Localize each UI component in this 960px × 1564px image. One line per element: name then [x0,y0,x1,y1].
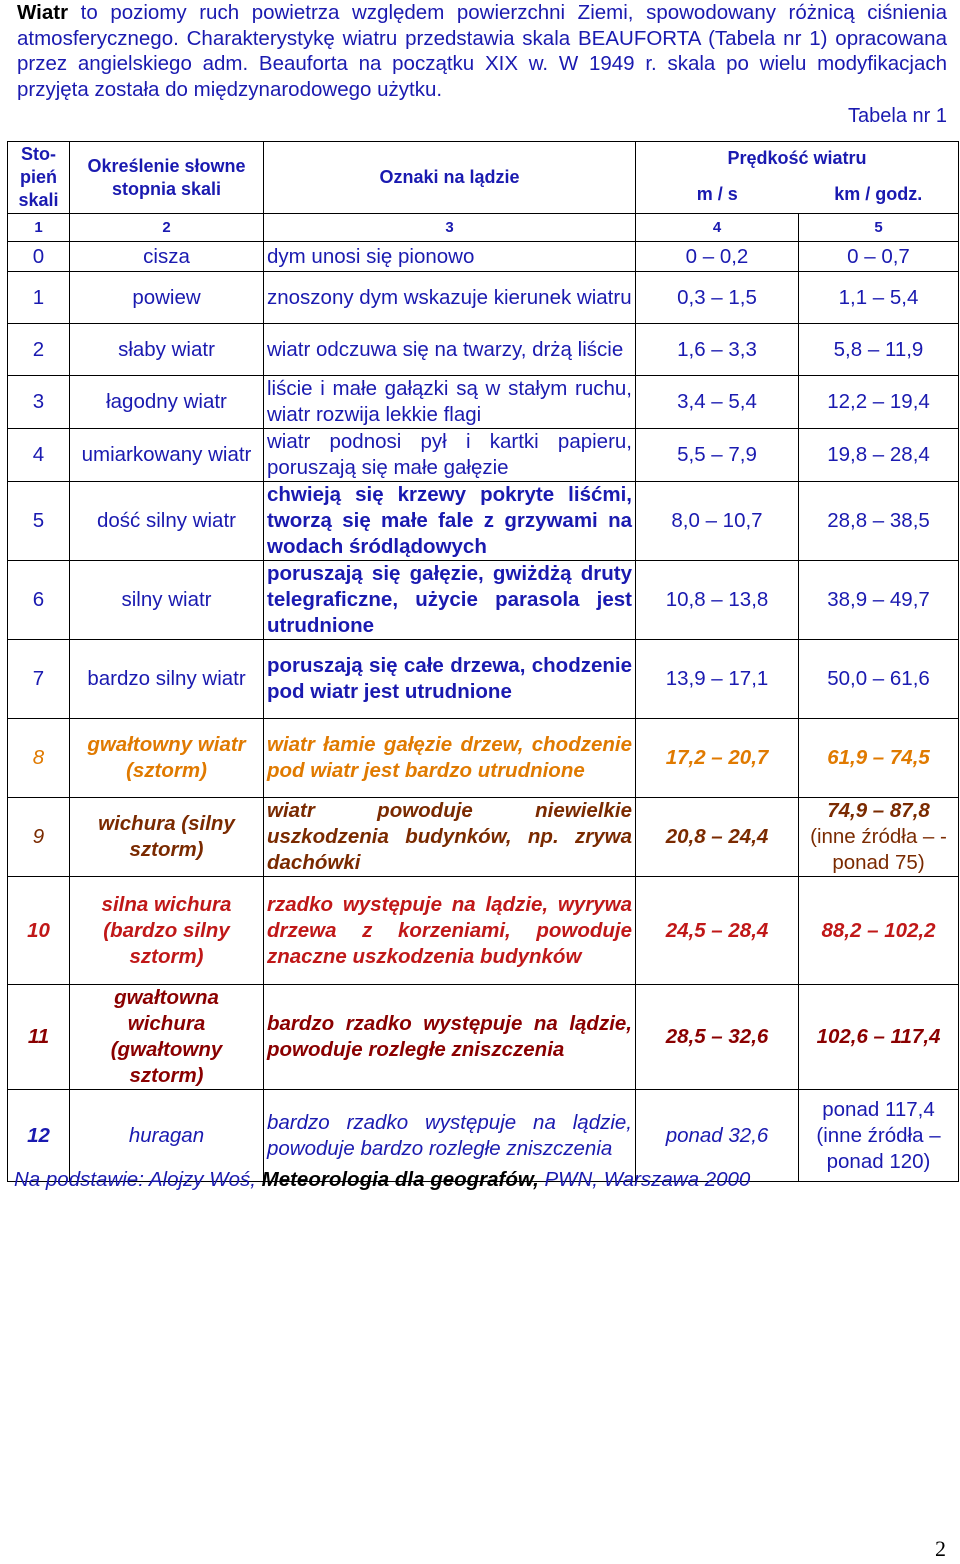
row-speed-kmh [799,561,959,640]
row-speed-ms-text: 24,5 – 28,4 [665,918,769,942]
row-name-text: łagodny wiatr [106,390,227,413]
row-degree [8,719,70,798]
row-name-text: powiew [132,285,201,309]
row-degree-text: 10 [27,918,50,942]
row-degree [8,561,70,640]
row-name-text: huragan [128,1123,205,1147]
row-degree-text: 5 [32,509,45,532]
row-speed-kmh-text: 88,2 – 102,2 [821,918,936,942]
table-row [8,985,959,1090]
row-name-text: dość silny wiatr [97,509,236,532]
row-name [70,561,264,640]
row-signs-text: wiatr odczuwa się na twarzy, drżą liście [267,337,624,361]
col-number: 2 [70,214,264,242]
row-speed-ms [636,561,799,640]
row-degree-text: 11 [27,1025,50,1048]
col-number: 1 [8,214,70,242]
row-signs [264,272,636,324]
row-speed-kmh-text: 1,1 – 5,4 [838,285,919,309]
row-speed-kmh [799,272,959,324]
row-speed-kmh [799,877,959,985]
row-signs-text: dym unosi się pionowo [267,244,475,268]
table-row [8,640,959,719]
row-speed-kmh [799,482,959,561]
row-speed-ms-text: 13,9 – 17,1 [665,667,769,690]
row-signs [264,640,636,719]
row-degree [8,985,70,1090]
row-name [70,272,264,324]
table-row [8,272,959,324]
row-speed-kmh-text: 74,9 – 87,8 [827,799,930,822]
row-name-text: silny wiatr [121,588,212,611]
row-speed-ms-text: 0 – 0,2 [685,244,749,268]
row-speed-ms [636,242,799,272]
row-name [70,242,264,272]
row-speed-kmh-text: 19,8 – 28,4 [827,443,930,466]
row-name [70,482,264,561]
row-speed-ms-text: 0,3 – 1,5 [677,285,757,309]
table-caption: Tabela nr 1 [848,105,947,127]
header-kmh: km / godz. [799,176,959,214]
intro-text: to poziomy ruch powietrza względem powierzchni Ziemi, spowodowany różnicą ciśnienia atmosferycznego. Charakterystykę wiatru przedstawia skala BEAUFORTA (Tabela nr 1) opracowana przez angielskiego adm. Beauforta na początku XIX w. W 1949 r. skala po wielu modyfikacjach przyjęta została do międzynarodowego użytku. [17,1,947,101]
row-speed-ms-text: 17,2 – 20,7 [665,746,769,769]
beaufort-table [7,141,959,1182]
table-row [8,242,959,272]
row-speed-ms [636,798,799,877]
row-speed-ms-text: 5,5 – 7,9 [677,443,757,466]
row-signs-text: chwieją się krzewy pokryte liśćmi, tworzą się małe fale z grzywami na wodach śródlądowych [267,483,632,558]
source-title: Meteorologia dla geografów, [261,1168,539,1191]
source-citation [14,1168,750,1192]
row-signs-text: bardzo rzadko występuje na lądzie, powoduje bardzo rozległe zniszczenia [267,1110,632,1160]
row-speed-ms-text: 3,4 – 5,4 [677,390,757,413]
row-signs-text: bardzo rzadko występuje na lądzie, powoduje rozległe zniszczenia [267,1012,632,1061]
table-row [8,719,959,798]
row-speed-ms [636,640,799,719]
row-signs-text: wiatr podnosi pył i kartki papieru, poruszają się małe gałęzie [267,430,632,479]
col-number: 5 [799,214,959,242]
row-degree [8,877,70,985]
table-row [8,324,959,376]
row-name [70,877,264,985]
row-degree-text: 8 [32,746,45,769]
row-signs-text: liście i małe gałązki są w stałym ruchu, wiatr rozwija lekkie flagi [267,377,632,426]
row-signs [264,324,636,376]
row-name [70,798,264,877]
row-speed-kmh-text: 38,9 – 49,7 [827,588,930,611]
row-speed-ms-text: 10,8 – 13,8 [665,588,769,611]
row-signs-text: rzadko występuje na lądzie, wyrywa drzewa z korzeniami, powoduje znaczne uszkodzenia budynków [267,892,632,968]
row-speed-kmh [799,324,959,376]
row-degree [8,798,70,877]
row-signs-text: wiatr łamie gałęzie drzew, chodzenie pod wiatr jest bardzo utrudnione [267,733,632,782]
row-speed-kmh [799,798,959,877]
table-row [8,798,959,877]
row-speed-ms [636,324,799,376]
row-signs [264,376,636,429]
row-degree [8,242,70,272]
row-speed-ms-text: 28,5 – 32,6 [665,1025,769,1048]
row-name-text: bardzo silny wiatr [87,667,246,690]
col-number: 3 [264,214,636,242]
row-speed-note: (inne źródła – - ponad 75) [810,825,947,874]
row-speed-ms [636,482,799,561]
row-speed-ms-text: ponad 32,6 [665,1123,769,1147]
row-name-text: silna wichura (bardzo silny sztorm) [101,892,232,968]
column-number-row [8,214,959,242]
row-degree [8,640,70,719]
row-name-text: umiarkowany wiatr [81,443,252,466]
row-signs [264,877,636,985]
table-row [8,376,959,429]
page-number: 2 [935,1536,946,1561]
row-speed-kmh [799,376,959,429]
row-speed-kmh-text: ponad 117,4 [822,1097,935,1121]
row-name [70,719,264,798]
row-degree-text: 1 [32,285,45,309]
row-speed-kmh [799,640,959,719]
row-name [70,985,264,1090]
row-signs [264,242,636,272]
row-degree-text: 6 [32,588,45,611]
table-row [8,429,959,482]
row-degree-text: 0 [32,244,45,268]
row-speed-kmh [799,429,959,482]
row-degree [8,272,70,324]
row-speed-kmh [799,1090,959,1182]
row-speed-ms [636,877,799,985]
row-degree [8,324,70,376]
intro-paragraph [17,0,947,102]
row-speed-kmh [799,242,959,272]
row-name-text: wichura (silny sztorm) [98,812,235,861]
row-name-text: słaby wiatr [118,337,215,361]
row-speed-note: (inne źródła – ponad 120) [816,1123,941,1173]
row-degree-text: 12 [27,1123,50,1147]
header-speed: Prędkość wiatru [636,142,959,176]
row-degree-text: 9 [32,825,45,848]
row-speed-ms [636,985,799,1090]
source-prefix: Na podstawie: Alojzy Woś, [14,1168,262,1191]
table-row [8,482,959,561]
row-signs-text: wiatr powoduje niewielkie uszkodzenia budynków, np. zrywa dachówki [267,799,632,874]
row-name [70,376,264,429]
row-speed-ms [636,429,799,482]
header-name: Określenie słowne stopnia skali [70,142,264,214]
row-signs-text: znoszony dym wskazuje kierunek wiatru [267,285,632,309]
table-row [8,877,959,985]
row-speed-ms-text: 20,8 – 24,4 [665,825,769,848]
row-name-text: gwałtowna wichura (gwałtowny sztorm) [110,986,223,1087]
row-speed-kmh [799,985,959,1090]
row-speed-ms-text: 1,6 – 3,3 [677,337,757,361]
table-row [8,561,959,640]
row-speed-kmh-text: 28,8 – 38,5 [827,509,930,532]
row-signs [264,985,636,1090]
row-degree-text: 3 [32,390,45,413]
row-signs [264,482,636,561]
row-signs [264,798,636,877]
row-name-text: gwałtowny wiatr (sztorm) [87,733,246,782]
row-speed-kmh-text: 61,9 – 74,5 [827,746,930,769]
intro-term: Wiatr [17,1,69,24]
row-degree [8,482,70,561]
row-degree [8,376,70,429]
row-speed-kmh-text: 0 – 0,7 [847,244,910,268]
row-signs [264,429,636,482]
row-signs-text: poruszają się całe drzewa, chodzenie pod wiatr jest utrudnione [267,654,632,703]
row-name [70,429,264,482]
row-speed-ms-text: 8,0 – 10,7 [671,509,763,532]
row-speed-kmh-text: 102,6 – 117,4 [816,1025,941,1048]
row-degree-text: 7 [32,667,45,690]
row-signs-text: poruszają się gałęzie, gwiżdżą druty telegraficzne, użycie parasola jest utrudnione [267,562,632,637]
row-speed-kmh-text: 50,0 – 61,6 [827,667,930,690]
row-speed-ms [636,376,799,429]
header-degree: Sto-pień skali [8,142,70,214]
row-signs [264,719,636,798]
row-speed-kmh-text: 5,8 – 11,9 [833,337,924,361]
row-speed-ms [636,272,799,324]
header-ms: m / s [636,176,799,214]
row-degree-text: 4 [32,443,45,466]
source-suffix: PWN, Warszawa 2000 [538,1168,751,1191]
row-degree-text: 2 [32,337,45,361]
row-degree [8,429,70,482]
row-speed-kmh [799,719,959,798]
row-name [70,640,264,719]
row-name [70,324,264,376]
header-signs: Oznaki na lądzie [264,142,636,214]
row-speed-kmh-text: 12,2 – 19,4 [827,390,930,413]
row-signs [264,561,636,640]
row-speed-ms [636,719,799,798]
col-number: 4 [636,214,799,242]
row-name-text: cisza [143,244,190,268]
